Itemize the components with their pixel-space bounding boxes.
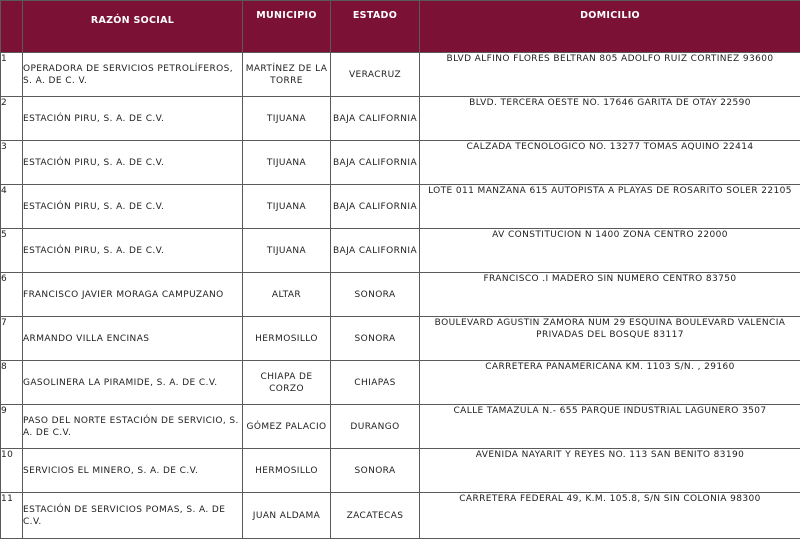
estado-cell: SONORA [331,317,420,361]
table-row [1,141,800,185]
estado-cell: BAJA CALIFORNIA [331,141,420,185]
estado-cell: SONORA [331,273,420,317]
row-number: 4 [1,185,23,229]
row-number: 9 [1,405,23,449]
domicilio-cell: FRANCISCO .I MADERO SIN NUMERO CENTRO 83750 [420,273,800,317]
row-number: 10 [1,449,23,493]
municipio-cell: GÓMEZ PALACIO [243,405,331,449]
municipio-cell: TIJUANA [243,141,331,185]
estado-cell: VERACRUZ [331,53,420,97]
estado-cell: BAJA CALIFORNIA [331,229,420,273]
razon-social-cell: ESTACIÓN PIRU, S. A. DE C.V. [23,141,243,185]
table-row [1,53,800,97]
header-municipio: MUNICIPIO [243,1,331,53]
row-number: 7 [1,317,23,361]
domicilio-cell: AVENIDA NAYARIT Y REYES NO. 113 SAN BENITO 83190 [420,449,800,493]
razon-social-cell: OPERADORA DE SERVICIOS PETROLÍFEROS, S. A. DE C. V. [23,53,243,97]
estado-cell: BAJA CALIFORNIA [331,97,420,141]
municipio-cell: JUAN ALDAMA [243,493,331,539]
municipio-cell: HERMOSILLO [243,449,331,493]
razon-social-cell: ESTACIÓN PIRU, S. A. DE C.V. [23,97,243,141]
header-row [1,1,800,53]
table-row [1,361,800,405]
header-num [1,1,23,53]
row-number: 2 [1,97,23,141]
row-number: 8 [1,361,23,405]
estado-cell: CHIAPAS [331,361,420,405]
domicilio-cell: BLVD ALFINO FLORES BELTRAN 805 ADOLFO RUIZ CORTINEZ 93600 [420,53,800,97]
razon-social-cell: ESTACIÓN DE SERVICIOS POMAS, S. A. DE C.V. [23,493,243,539]
domicilio-cell: BLVD. TERCERA OESTE NO. 17646 GARITA DE OTAY 22590 [420,97,800,141]
domicilio-cell: CALZADA TECNOLOGICO NO. 13277 TOMAS AQUINO 22414 [420,141,800,185]
table-row [1,273,800,317]
table-row [1,449,800,493]
municipio-cell: ALTAR [243,273,331,317]
municipio-cell: TIJUANA [243,97,331,141]
header-razon-social: RAZÓN SOCIAL [23,1,243,53]
table-row [1,97,800,141]
municipio-cell: MARTÍNEZ DE LA TORRE [243,53,331,97]
header-estado: ESTADO [331,1,420,53]
table-row [1,317,800,361]
row-number: 1 [1,53,23,97]
domicilio-cell: CALLE TAMAZULA N.- 655 PARQUE INDUSTRIAL LAGUNERO 3507 [420,405,800,449]
razon-social-cell: SERVICIOS EL MINERO, S. A. DE C.V. [23,449,243,493]
razon-social-cell: ESTACIÓN PIRU, S. A. DE C.V. [23,185,243,229]
domicilio-cell: CARRETERA FEDERAL 49, K.M. 105.8, S/N SIN COLONIA 98300 [420,493,800,539]
municipio-cell: HERMOSILLO [243,317,331,361]
row-number: 6 [1,273,23,317]
table-row [1,229,800,273]
domicilio-cell: CARRETERA PANAMERICANA KM. 1103 S/N. , 29160 [420,361,800,405]
row-number: 3 [1,141,23,185]
table-row [1,185,800,229]
razon-social-cell: PASO DEL NORTE ESTACIÓN DE SERVICIO, S. A. DE C.V. [23,405,243,449]
estado-cell: SONORA [331,449,420,493]
table-row [1,493,800,539]
estado-cell: ZACATECAS [331,493,420,539]
row-number: 11 [1,493,23,539]
estado-cell: BAJA CALIFORNIA [331,185,420,229]
razon-social-cell: FRANCISCO JAVIER MORAGA CAMPUZANO [23,273,243,317]
domicilio-cell: LOTE 011 MANZANA 615 AUTOPISTA A PLAYAS DE ROSARITO SOLER 22105 [420,185,800,229]
municipio-cell: TIJUANA [243,185,331,229]
table-row [1,405,800,449]
municipio-cell: CHIAPA DE CORZO [243,361,331,405]
domicilio-cell: AV CONSTITUCION N 1400 ZONA CENTRO 22000 [420,229,800,273]
estado-cell: DURANGO [331,405,420,449]
razon-social-cell: GASOLINERA LA PIRAMIDE, S. A. DE C.V. [23,361,243,405]
razon-social-cell: ARMANDO VILLA ENCINAS [23,317,243,361]
domicilio-cell: BOULEVARD AGUSTIN ZAMORA NUM 29 ESQUINA BOULEVARD VALENCIA PRIVADAS DEL BOSQUE 83117 [420,317,800,361]
row-number: 5 [1,229,23,273]
header-domicilio: DOMICILIO [420,1,800,53]
razon-social-cell: ESTACIÓN PIRU, S. A. DE C.V. [23,229,243,273]
municipio-cell: TIJUANA [243,229,331,273]
